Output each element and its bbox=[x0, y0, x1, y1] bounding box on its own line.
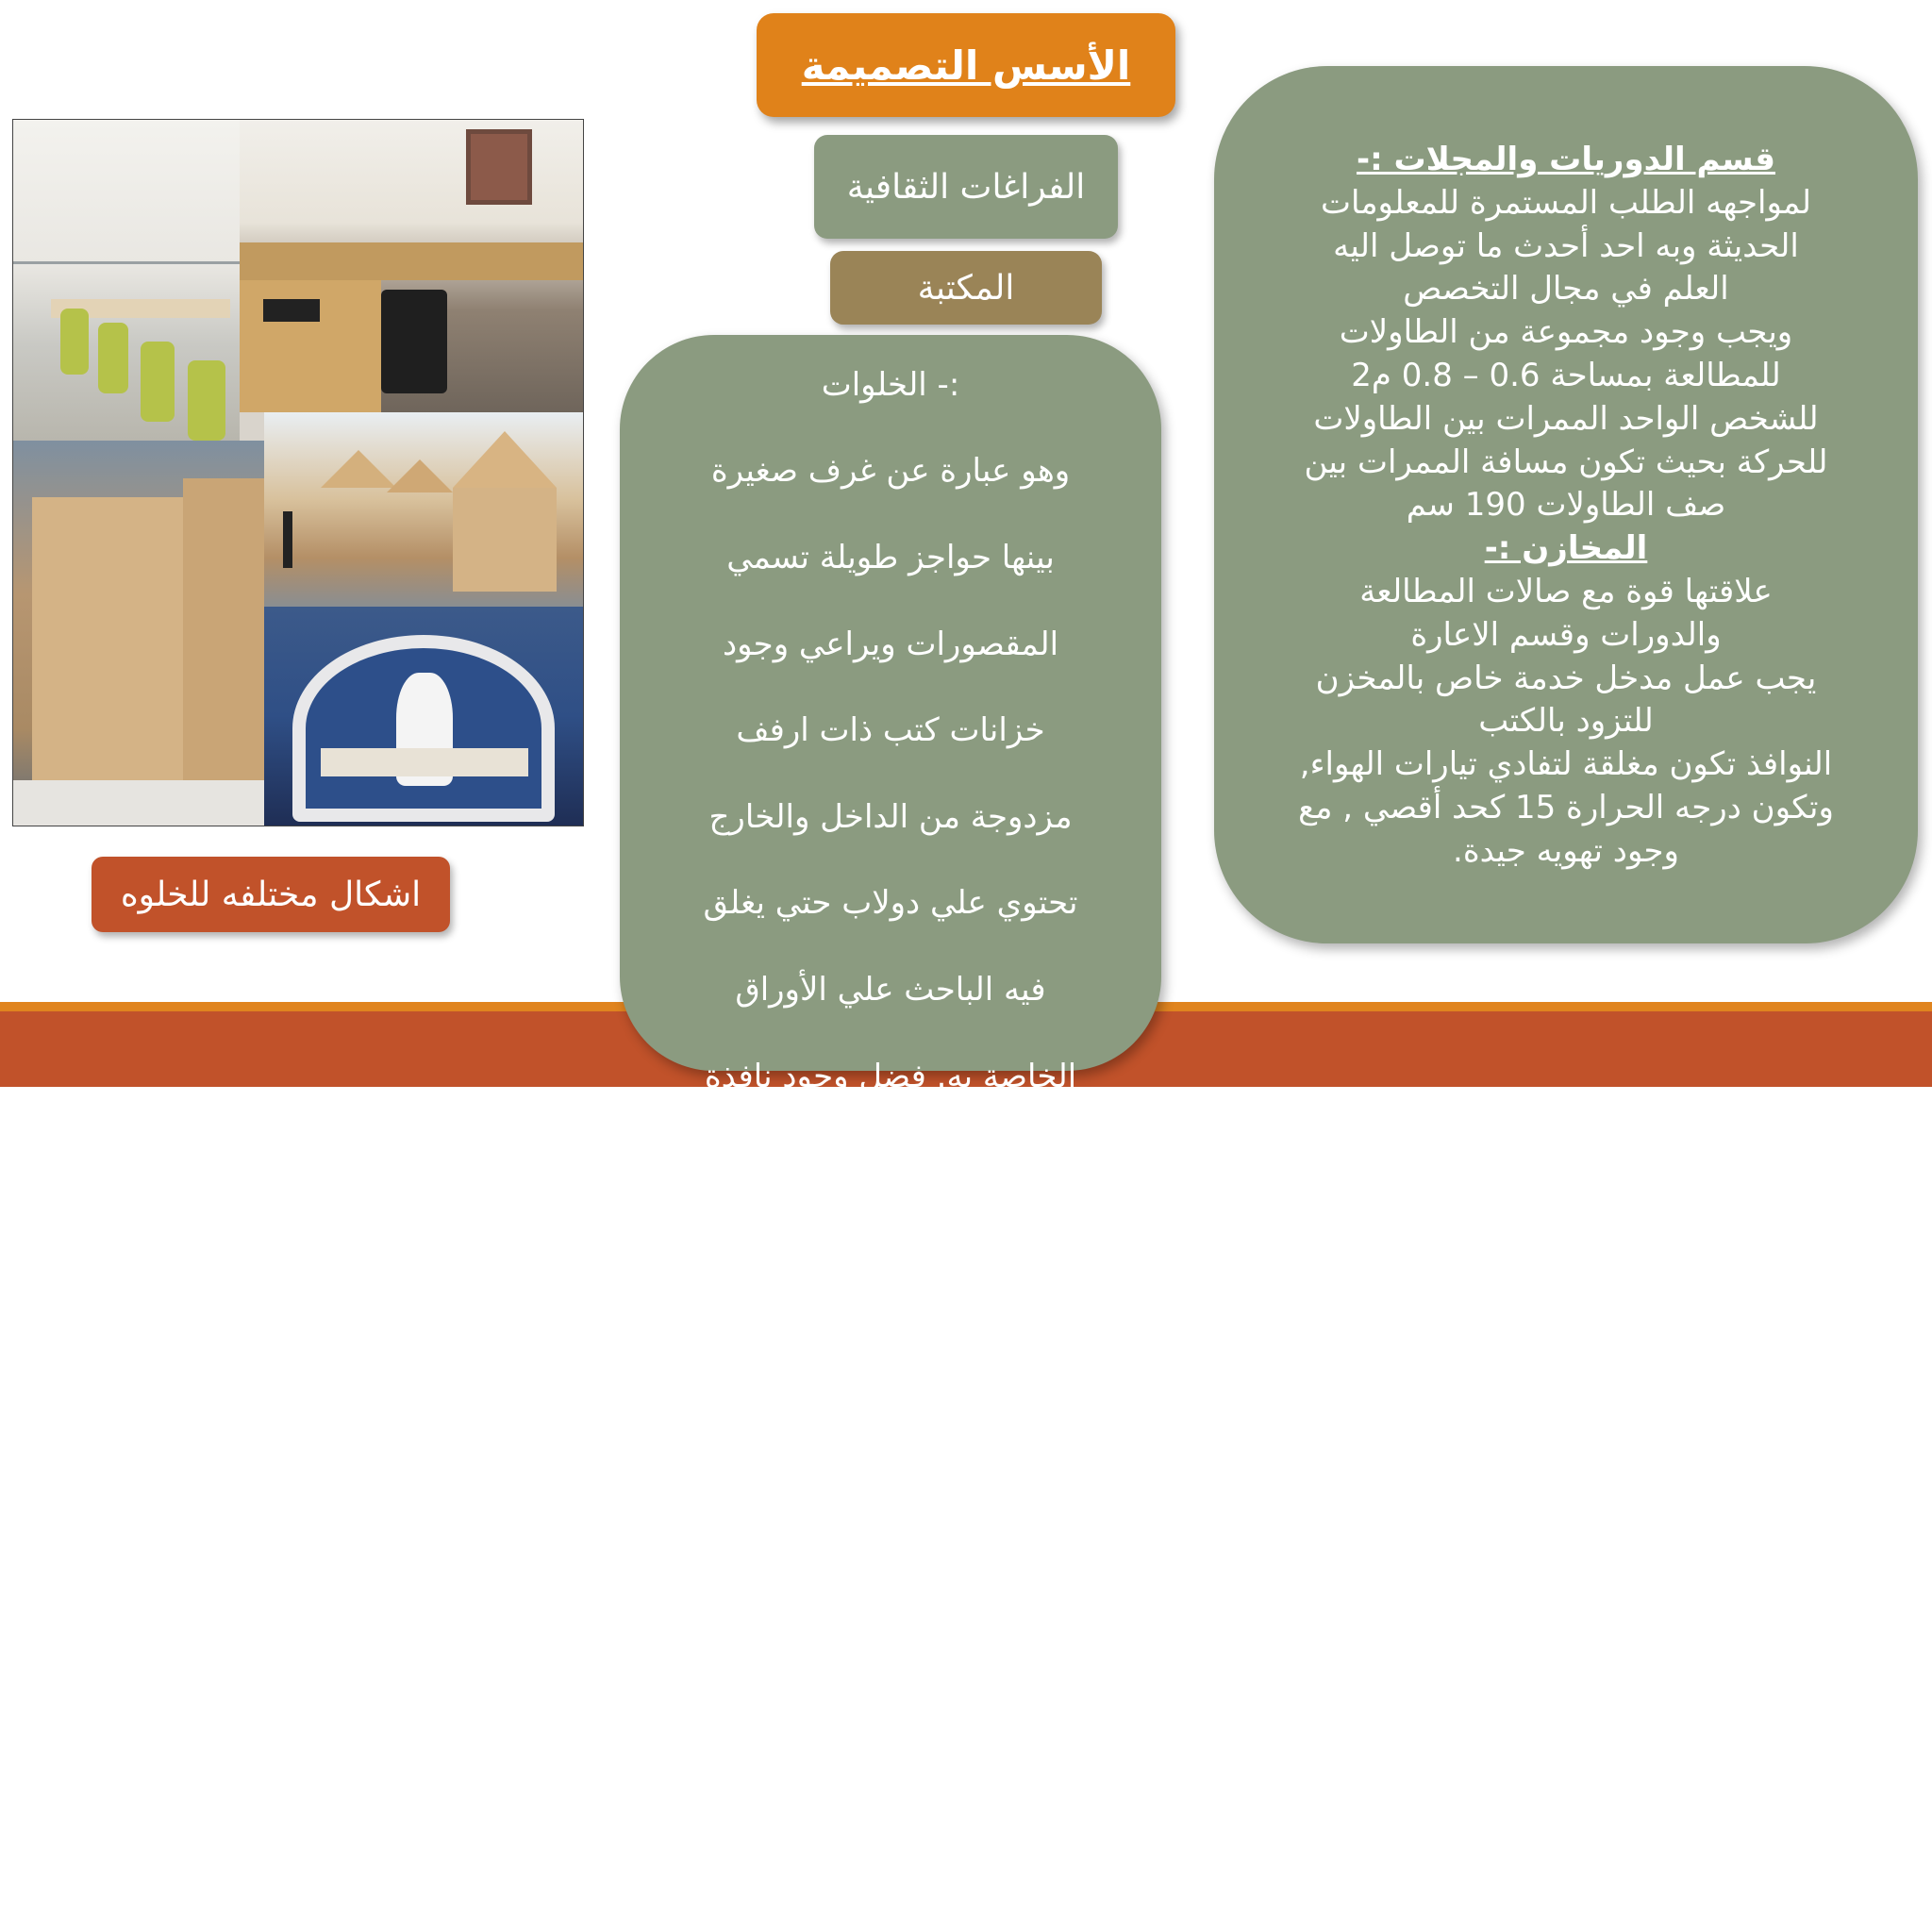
periodicals-card-text bbox=[1214, 139, 1918, 874]
retreats-line: والألات الطابعه أجهزه bbox=[747, 1748, 1034, 1787]
periodicals-line: لمواجهه الطلب المستمرة للمعلومات bbox=[1320, 183, 1812, 222]
photo-computer-carrels bbox=[240, 120, 583, 412]
library-label: المكتبة bbox=[830, 251, 1102, 325]
retreats-line: مزدوجة من الداخل والخارج bbox=[708, 797, 1073, 836]
retreats-line: خزانات كتب ذات ارفف bbox=[736, 711, 1045, 750]
stores-line: النوافذ تكون مغلقة لتفادي تيارات الهواء, bbox=[1299, 745, 1833, 784]
periodicals-line: للمطالعة بمساحة 0.6 – 0.8 م2 bbox=[1351, 356, 1781, 394]
retreats-heading: :- الخلوات bbox=[821, 365, 960, 404]
periodicals-line: الحديثة وبه احد أحدث ما توصل اليه bbox=[1333, 226, 1799, 265]
retreats-line: تزود كل خلوة بمصدر اضاءة bbox=[708, 1229, 1074, 1268]
periodicals-line: ويجب وجود مجموعة من الطاولات bbox=[1339, 313, 1793, 352]
periodicals-heading: قسم الدوريات والمجلات :- bbox=[1356, 141, 1776, 178]
retreats-line: يوفر احيانا بعض الغرف bbox=[738, 1576, 1043, 1614]
retreats-line: فيه الباحث علي الأوراق bbox=[735, 970, 1046, 1009]
periodicals-line: صف الطاولات 190 سم bbox=[1406, 486, 1726, 525]
retreats-card-text bbox=[620, 321, 1161, 1919]
periodicals-line: العلم في مجال التخصص bbox=[1403, 270, 1729, 309]
retreat-shapes-label: اشكال مختلفه للخلوه bbox=[92, 857, 450, 932]
photo-house-pods bbox=[264, 412, 583, 607]
retreats-line: بينها حواجز طويلة تسمي bbox=[726, 538, 1055, 576]
cultural-spaces-label: الفراغات الثقافية bbox=[814, 135, 1118, 239]
retreats-line: تحتوي علي دولاب حتي يغلق bbox=[703, 884, 1078, 923]
retreats-line: وهو عبارة عن غرف صغيرة bbox=[710, 452, 1071, 491]
stores-line: والدورات وقسم الاعارة bbox=[1410, 615, 1722, 654]
retreats-line: المساعدة كغرف التصوير bbox=[725, 1661, 1056, 1700]
retreats-line: بحواجز زجاجية معزوله صوت. bbox=[694, 1489, 1087, 1527]
retreat-photo-collage bbox=[12, 119, 584, 826]
retreats-line: ميكن أن تحاط الخلوات bbox=[737, 1402, 1044, 1441]
retreats-line: المقصورات ويراعي وجود bbox=[722, 625, 1059, 663]
periodicals-line: للشخص الواحد الممرات بين الطاولات bbox=[1313, 399, 1819, 438]
photo-round-pod bbox=[264, 607, 583, 826]
stores-heading: المخازن :- bbox=[1484, 529, 1648, 568]
photo-wood-pods bbox=[13, 441, 264, 826]
stores-line: علاقتها قوة مع صالات المطالعة bbox=[1359, 572, 1773, 610]
retreats-line: صناعي وطاله ومقعد مريح. bbox=[711, 1316, 1070, 1355]
retreats-line: الخاصة به. فضل وجود نافذة bbox=[704, 1057, 1077, 1095]
periodicals-line: للحركة بحيث تكون مسافة الممرات بين bbox=[1304, 442, 1828, 481]
page-title: الأسس التصميمة bbox=[757, 13, 1175, 117]
retreats-line: تمد الخلوة بالضوء الطبيعي. bbox=[708, 1143, 1073, 1182]
photo-study-carrels bbox=[13, 120, 240, 441]
stores-line: للتزود بالكتب bbox=[1478, 702, 1654, 741]
stores-line: وتكون درجه الحرارة 15 كحد أقصي , مع bbox=[1298, 788, 1834, 826]
stores-line: يجب عمل مدخل خدمة خاص بالمخزن bbox=[1315, 659, 1817, 697]
stores-line: وجود تهويه جيدة. bbox=[1453, 831, 1679, 870]
retreats-line: الكمبيوتر. bbox=[826, 1834, 955, 1873]
